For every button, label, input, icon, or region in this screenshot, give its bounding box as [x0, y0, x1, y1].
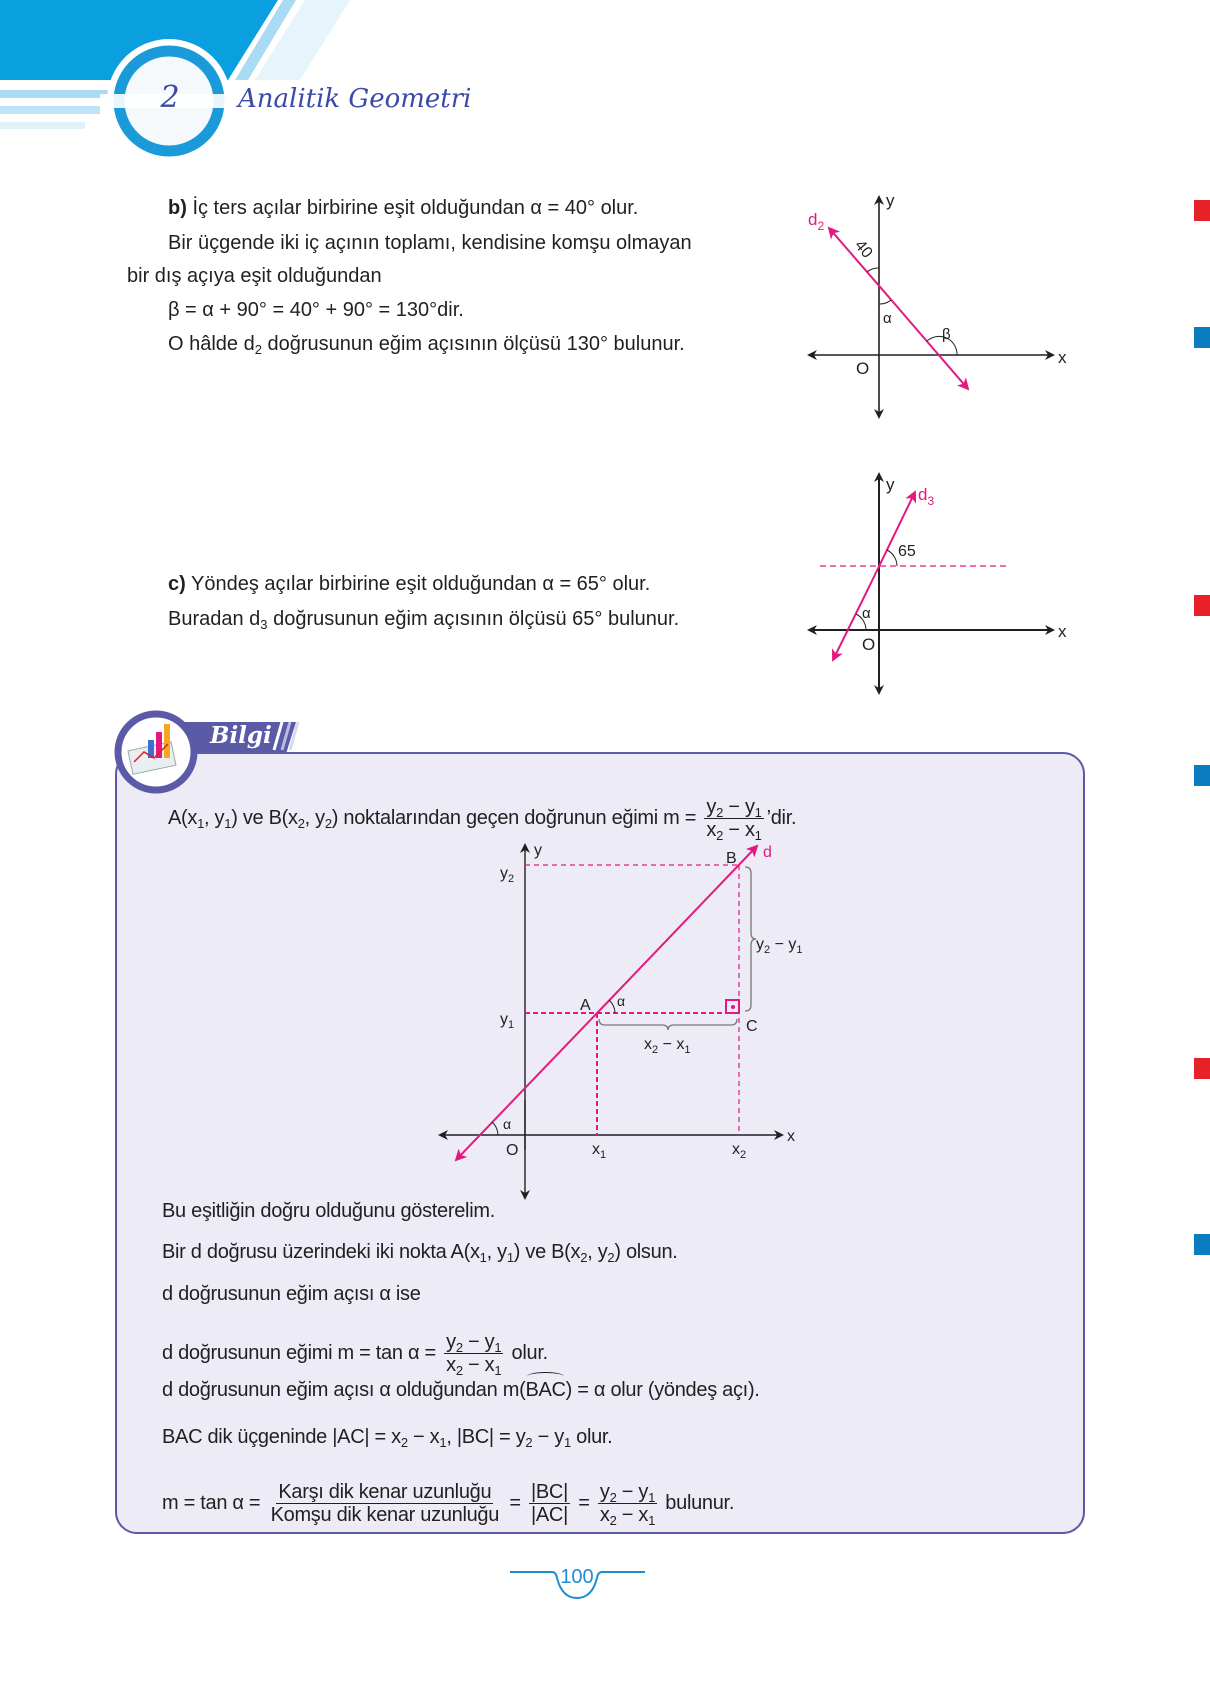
text-line: β = α + 90° = 40° + 90° = 130°dir. [168, 299, 464, 321]
alpha-label: α [617, 993, 626, 1009]
beta-label: β [942, 326, 951, 343]
subscript: 1 [494, 1363, 502, 1378]
origin-label: O [862, 635, 876, 654]
brace-vertical [745, 867, 756, 1011]
line-label: $d_3$ [918, 485, 935, 508]
subscript: 2 [609, 1513, 617, 1528]
angle-notation: BAC [525, 1379, 566, 1401]
subscript: 2 [297, 815, 305, 831]
subscript: 1 [224, 815, 232, 831]
text-line: d doğrusunun eğimi m = tan α = $\frac{y_2 - y_1}{x_2 - x_1}$ olur. [162, 1331, 548, 1378]
angle-65-label: 65 [898, 543, 916, 560]
subscript: 2 [580, 1250, 588, 1265]
point-a-label: A [580, 997, 591, 1014]
numerator: |BC| [530, 1481, 568, 1503]
denominator: $x_2 - x_1$ [446, 1354, 502, 1378]
fraction [598, 1481, 657, 1526]
text-line: d doğrusunun eğim açısı α ise [162, 1283, 421, 1305]
line-d-label: d [763, 844, 772, 861]
y2-label: $y_2$ [500, 865, 515, 885]
line-d [600, 846, 757, 1010]
point-c-label: C [746, 1018, 758, 1035]
slope-formula: $A(x_1$, $y_1$) ve $B(x_2$, $y_2$) noktalarından geçen doğrunun eğimi m = $\frac{y_2 - y_1}{x_2 - x_1}$ ’dir. [168, 796, 797, 843]
text-line: b) İç ters açılar birbirine eşit olduğundan α = 40° olur. [168, 197, 639, 219]
text-line: Bu eşitliğin doğru olduğunu gösterelim. [162, 1200, 495, 1222]
subscript: 1 [563, 1435, 571, 1450]
alpha-label: α [883, 310, 892, 327]
x-axis-label: x [787, 1128, 795, 1145]
fraction [269, 1481, 502, 1526]
text-line: BAC dik üçgeninde $|AC| = x_2 - x_1$, $|BC| = y_2 - y_1$ olur. [162, 1426, 613, 1450]
numerator: $y_2 - y_1$ [599, 1481, 656, 1505]
angle-arc [492, 1122, 498, 1135]
fraction [529, 1481, 570, 1526]
alpha-label: α [862, 605, 871, 622]
numerator: Karşı dik kenar uzunluğu [278, 1481, 492, 1503]
angle-arc [609, 1000, 615, 1013]
chapter-number: 2 [160, 80, 180, 115]
text-line: bir dış açıya eşit olduğundan [127, 265, 382, 287]
item-label: b) [168, 197, 187, 219]
text-line: m = tan α = $\frac{\text{Karşı dik kenar uzunluğu}}{\text{Komşu dik kenar uzunluğu}}$ = $\frac{|BC|}{|AC|}$ = $\frac{y_2 - y_1}{x_2 - x_1}$ bulunur. [162, 1481, 735, 1528]
text-line: Bir üçgende iki iç açının toplamı, kendisine komşu olmayan [168, 232, 692, 254]
subscript: 2 [254, 342, 262, 357]
x-label: x [1058, 622, 1067, 641]
dx-label: $x_2 - x_1$ [644, 1036, 691, 1056]
text-line: Buradan $d_3$ doğrusunun eğim açısının ölçüsü 65° bulunur. [168, 608, 680, 632]
x-label: x [1058, 348, 1067, 367]
numerator: $y_2 - y_1$ [446, 1331, 502, 1355]
subscript: 2 [607, 1250, 615, 1265]
chapter-title: Analitik Geometri [238, 84, 472, 114]
point-b-label: B [726, 850, 737, 867]
x1-label: $x_1$ [592, 1141, 607, 1161]
denominator: $x_2 - x_1$ [599, 1504, 656, 1528]
subscript: 2 [716, 828, 724, 843]
subscript: 2 [609, 1490, 617, 1505]
subscript: 1 [506, 1250, 514, 1265]
subscript: 2 [455, 1363, 463, 1378]
subscript: 1 [648, 1513, 656, 1528]
denominator: $x_2 - x_1$ [706, 819, 762, 843]
y1-label: $y_1$ [500, 1011, 515, 1031]
subscript: 1 [479, 1250, 487, 1265]
subscript: 2 [716, 805, 724, 820]
denominator: Komşu dik kenar uzunluğu [270, 1504, 500, 1526]
subscript: 2 [400, 1435, 408, 1450]
subscript: 2 [324, 815, 332, 831]
info-label: Bilgi [210, 722, 272, 749]
y-axis-label: y [534, 842, 542, 859]
subscript: 1 [197, 815, 205, 831]
subscript: 1 [754, 805, 762, 820]
subscript: 2 [525, 1435, 533, 1450]
subscript: 1 [648, 1490, 656, 1505]
numerator: $y_2 - y_1$ [706, 796, 762, 820]
origin-label: O [506, 1142, 519, 1159]
y-label: y [886, 191, 895, 210]
subscript: 2 [455, 1340, 463, 1355]
subscript: 1 [439, 1435, 447, 1450]
dy-label: $y_2 - y_1$ [756, 936, 803, 956]
brace-horizontal [599, 1019, 737, 1030]
text-line: O hâlde $d_2$ doğrusunun eğim açısının ölçüsü 130° bulunur. [168, 333, 685, 357]
subscript: 1 [494, 1340, 502, 1355]
alpha-label: α [503, 1116, 512, 1132]
angle-40-label: 40 [851, 237, 876, 262]
page-number: 100 [560, 1566, 594, 1588]
x2-label: $x_2$ [732, 1141, 747, 1161]
y-label: y [886, 475, 895, 494]
line-label: $d_2$ [808, 210, 825, 233]
origin-label: O [856, 359, 870, 378]
denominator: |AC| [530, 1504, 568, 1526]
subscript: 3 [260, 617, 268, 632]
text-line: Bir d doğrusu üzerindeki iki nokta $A(x_1$, $y_1$) ve $B(x_2$, $y_2$) olsun. [162, 1241, 678, 1265]
text-line: d doğrusunun eğim açısı α olduğundan m(BAC) = α olur (yöndeş açı). [162, 1379, 760, 1401]
subscript: 1 [754, 828, 762, 843]
text-line: c) Yöndeş açılar birbirine eşit olduğundan α = 65° olur. [168, 573, 651, 595]
item-label: c) [168, 573, 186, 595]
fraction [444, 1331, 503, 1376]
